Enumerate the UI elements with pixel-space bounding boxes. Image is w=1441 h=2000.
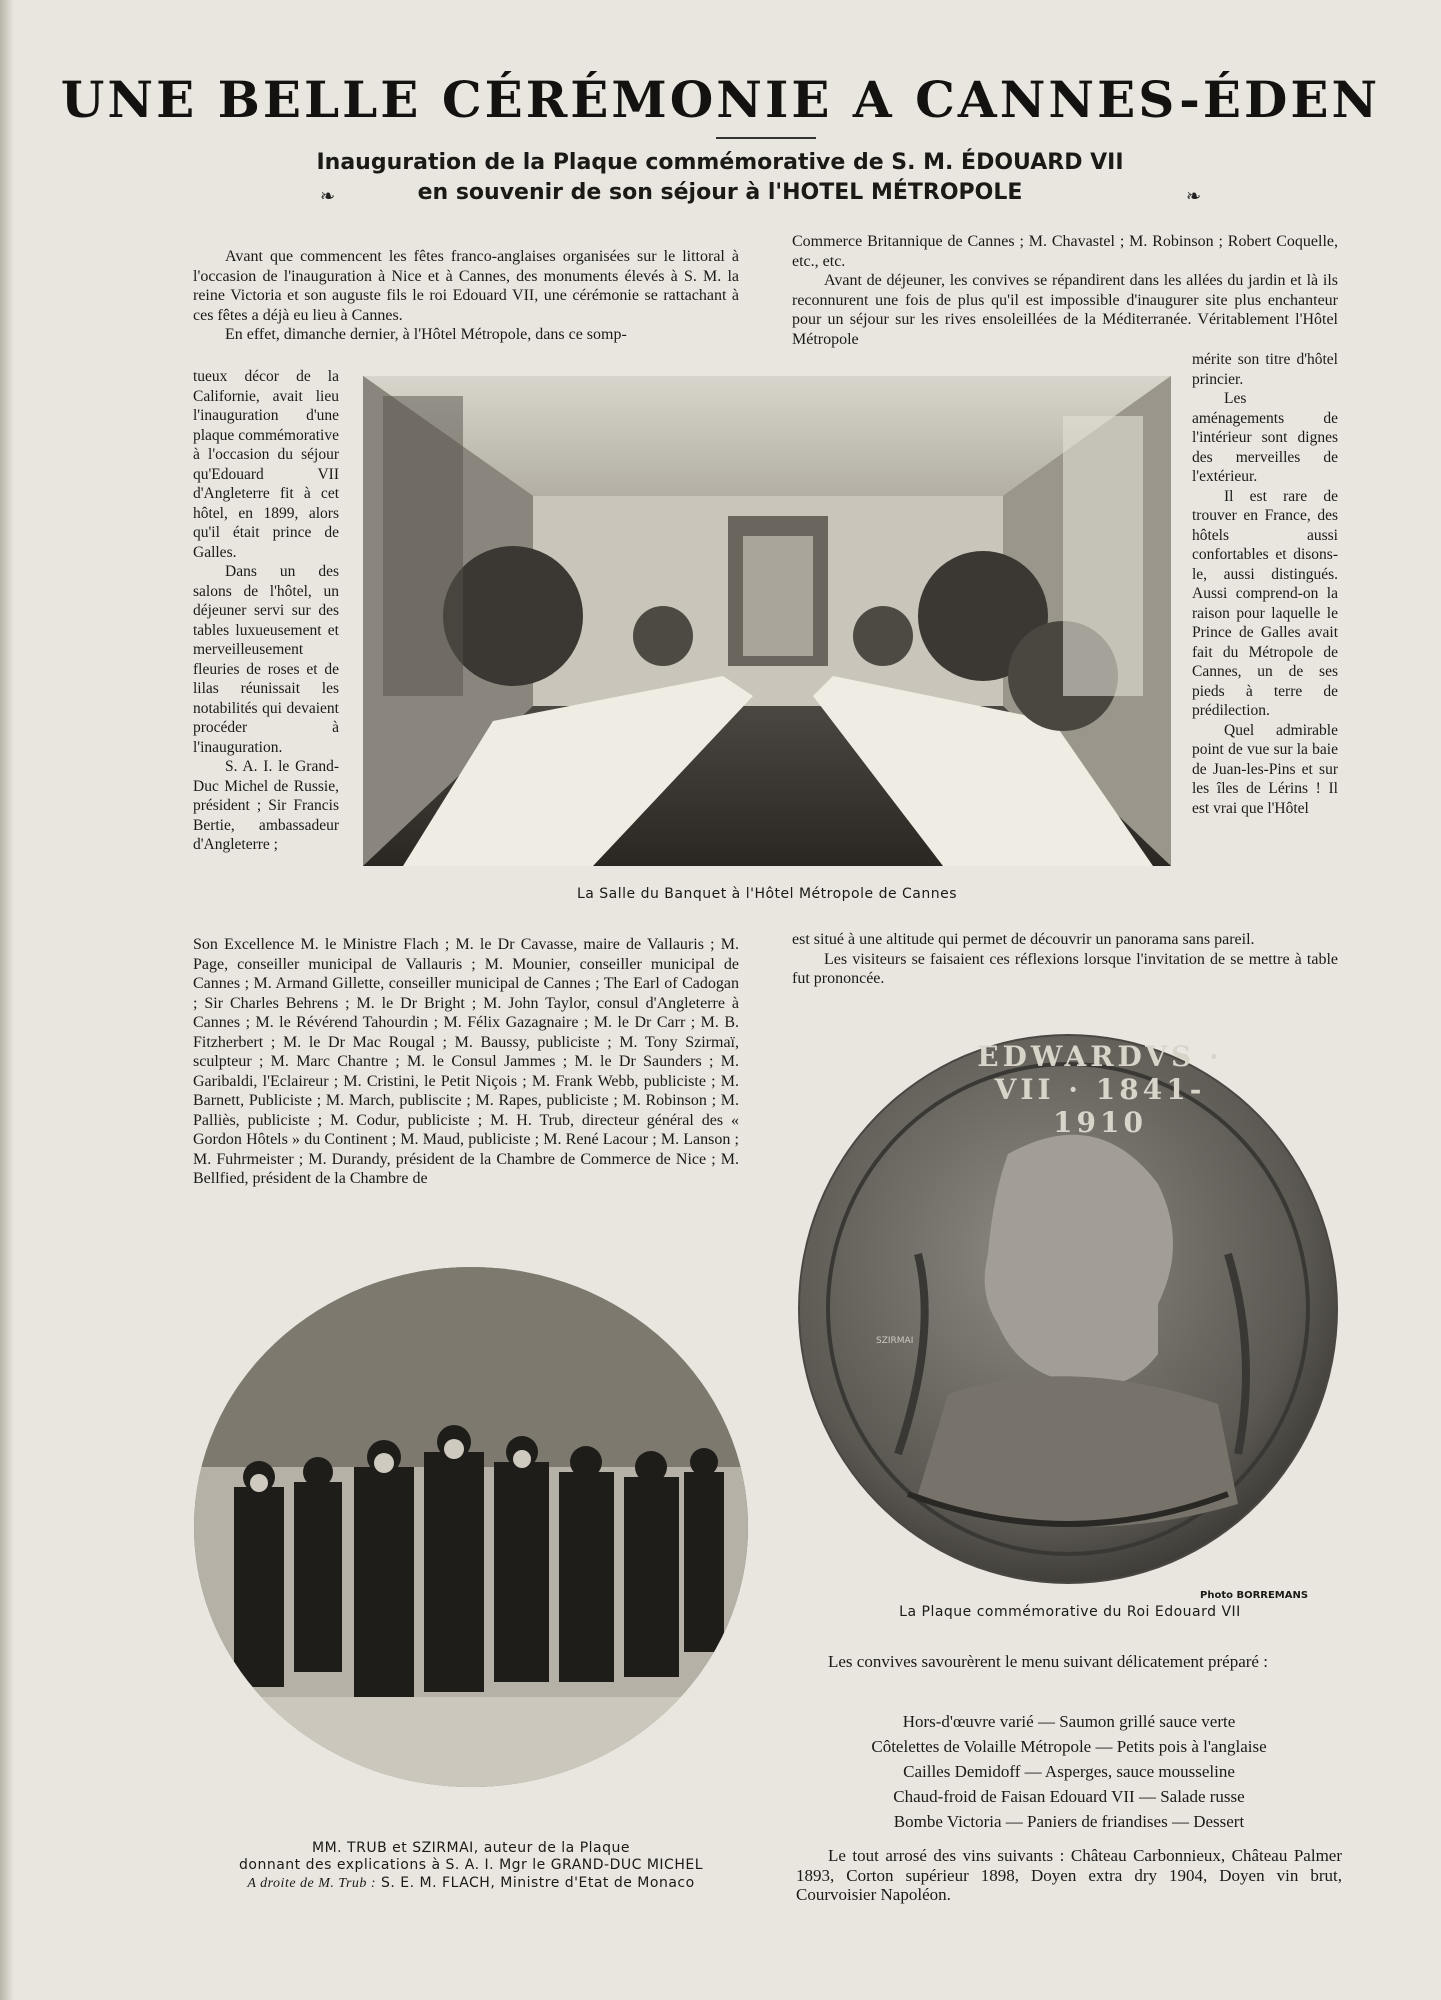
group-caption-line3 [194,1875,748,1892]
banquet-hall-illustration [363,376,1171,866]
page-binding-edge [0,0,14,2000]
group-caption-line1: MM. TRUB et SZIRMAI, auteur de la Plaque [312,1840,630,1856]
photo-credit: Photo BORREMANS [1200,1590,1309,1601]
left-para-1: Avant que commencent les fêtes franco-anglaises organisées sur le littoral à l'occasion de l'inauguration à Nice et à Cannes, des monuments élevés à S. M. la reine Victoria et son auguste fils le roi Edouard VII, une cérémonie se rattachant à ces fêtes a déjà eu lieu à Cannes. [193,248,739,324]
left-para-4-narrow: S. A. I. le Grand-Duc Michel de Russie, président ; Sir Francis Bertie, ambassadeur d'Angleterre ; [193,758,339,853]
menu-intro [796,1652,1342,1672]
menu-item: Bombe Victoria — Paniers de friandises — Dessert [893,1812,1245,1831]
right-para-2-narrow: mérite son titre d'hôtel princier. [1192,351,1338,388]
right-para-3-narrow: Les aménagements de l'intérieur sont dignes des merveilles de l'extérieur. [1192,390,1338,485]
article-subtitle-line2: en souvenir de son séjour à l'HOTEL MÉTROPOLE [417,180,1023,205]
group-photo [194,1267,748,1787]
ornament-right-icon: ❧ [1186,186,1202,206]
title-rule [716,137,816,139]
left-para-2-lead: En effet, dimanche dernier, à l'Hôtel Métropole, dans ce somp- [225,326,627,343]
group-caption-italic: A droite de M. Trub : [247,1876,377,1891]
left-para-2-narrow: tueux décor de la Californie, avait lieu l'inauguration d'une plaque commémorative à l'occasion du séjour qu'Edouard VII d'Angleterre fit à cet hôtel, en 1899, alors qu'il était prince de Galles. [193,368,339,561]
right-para-5-narrow: Quel admirable point de vue sur la baie de Juan-les-Pins et sur les îles de Lérins ! Il est vrai que l'Hôtel [1192,721,1338,817]
menu-item: Cailles Demidoff — Asperges, sauce mousseline [903,1762,1235,1781]
article-subtitle-line1: Inauguration de la Plaque commémorative de S. M. ÉDOUARD VII [316,150,1124,175]
left-para-4-full: Son Excellence M. le Ministre Flach ; M. le Dr Cavasse, maire de Vallauris ; M. Page, conseiller municipal de Vallauris ; M. Mounier, conseiller municipal de Cannes ; M. Armand Gillette, conseiller municipal de Cannes ; The Earl of Cadogan ; Sir Charles Behrens ; M. le Dr Bright ; M. John Taylor, consul d'Angleterre à Cannes ; M. le Révérend Tahourdin ; M. Félix Gazagnaire ; M. le Dr Carr ; M. B. Fitzherbert ; M. le Dr Mac Rougal ; M. Baussy, publiciste ; M. Tony Szirmaï, sculpteur ; M. Marc Chantre ; M. le Consul Jammes ; M. le Dr Saunders ; M. Garibaldi, l'Eclaireur ; M. Cristini, le Petit Niçois ; M. Frank Webb, publiciste ; M. Barnett, Publiciste ; M. March, publiscite ; M. Rapes, publiciste ; M. Robinson ; M. Palliès, publiciste ; M. Codur, publiciste ; M. H. Trub, directeur général des « Gordon Hôtels » du Continent ; M. Maud, publiciste ; M. René Lacour ; M. Lanson ; M. Fuhrmeister ; M. Durandy, président de la Chambre de Commerce de Nice ; M. Bellfied, président de la Chambre de [193,936,739,1187]
left-column-narrow [193,367,339,855]
group-caption-rest: S. E. M. FLACH, Ministre d'Etat de Monaco [381,1875,695,1891]
right-para-2: Avant de déjeuner, les convives se répandirent dans les allées du jardin et là ils reconnurent une fois de plus qu'il est impossible d'inaugurer site plus enchanteur pour un séjour sur les rives ensoleillées de la Méditerranée. Véritablement l'Hôtel Métropole [792,272,1338,348]
ornament-left-icon: ❧ [320,186,336,206]
menu-item: Hors-d'œuvre varié — Saumon grillé sauce verte [902,1712,1236,1731]
article-title: UNE BELLE CÉRÉMONIE A CANNES-ÉDEN [60,70,1381,129]
menu-wines [796,1846,1342,1905]
group-photo-illustration [194,1267,748,1787]
left-para-3-narrow: Dans un des salons de l'hôtel, un déjeuner servi sur des tables luxueusement et merveilleusement fleuries de roses et de lilas réunissait les notabilités qui devaient procéder à l'inauguration. [193,563,339,756]
left-column-intro [193,247,739,345]
right-column-bottom [792,930,1338,989]
menu-wines-text: Le tout arrosé des vins suivants : Château Carbonnieux, Château Palmer 1893, Corton supérieur 1898, Doyen extra dry 1904, Doyen vin brut, Courvoisier Napoléon. [796,1846,1342,1904]
right-para-1: Commerce Britannique de Cannes ; M. Chavastel ; M. Robinson ; Robert Coquelle, etc., etc. [792,233,1338,270]
banquet-photo-caption: La Salle du Banquet à l'Hôtel Métropole de Cannes [576,886,958,902]
right-para-6: Les visiteurs se faisaient ces réflexions lorsque l'invitation de se mettre à table fut prononcée. [792,950,1338,987]
group-caption-line2: donnant des explications à S. A. I. Mgr le GRAND-DUC MICHEL [239,1857,703,1873]
plaque-signature: SZIRMAI [876,1336,914,1346]
left-column-guests [193,935,739,1189]
banquet-hall-photo [363,376,1171,866]
right-para-4-narrow: Il est rare de trouver en France, des hôtels aussi confortables et disons-le, aussi distingués. Aussi comprend-on la raison pour laquelle le Prince de Galles avait fait du Métropole de Cannes, un de ses pieds à terre de prédilection. [1192,487,1338,719]
right-column-top [792,232,1338,349]
menu-item: Chaud-froid de Faisan Edouard VII — Salade russe [893,1787,1245,1806]
plaque-inscription: EDWARDVS · VII · 1841-1910 [977,1040,1223,1139]
menu-item: Côtelettes de Volaille Métropole — Petits pois à l'anglaise [871,1737,1267,1756]
menu-intro-text: Les convives savourèrent le menu suivant délicatement préparé : [828,1652,1268,1671]
right-para-5-full: est situé à une altitude qui permet de découvrir un panorama sans pareil. [792,931,1255,948]
plaque-caption: La Plaque commémorative du Roi Edouard VII [899,1604,1241,1620]
right-column-narrow [1192,350,1338,818]
